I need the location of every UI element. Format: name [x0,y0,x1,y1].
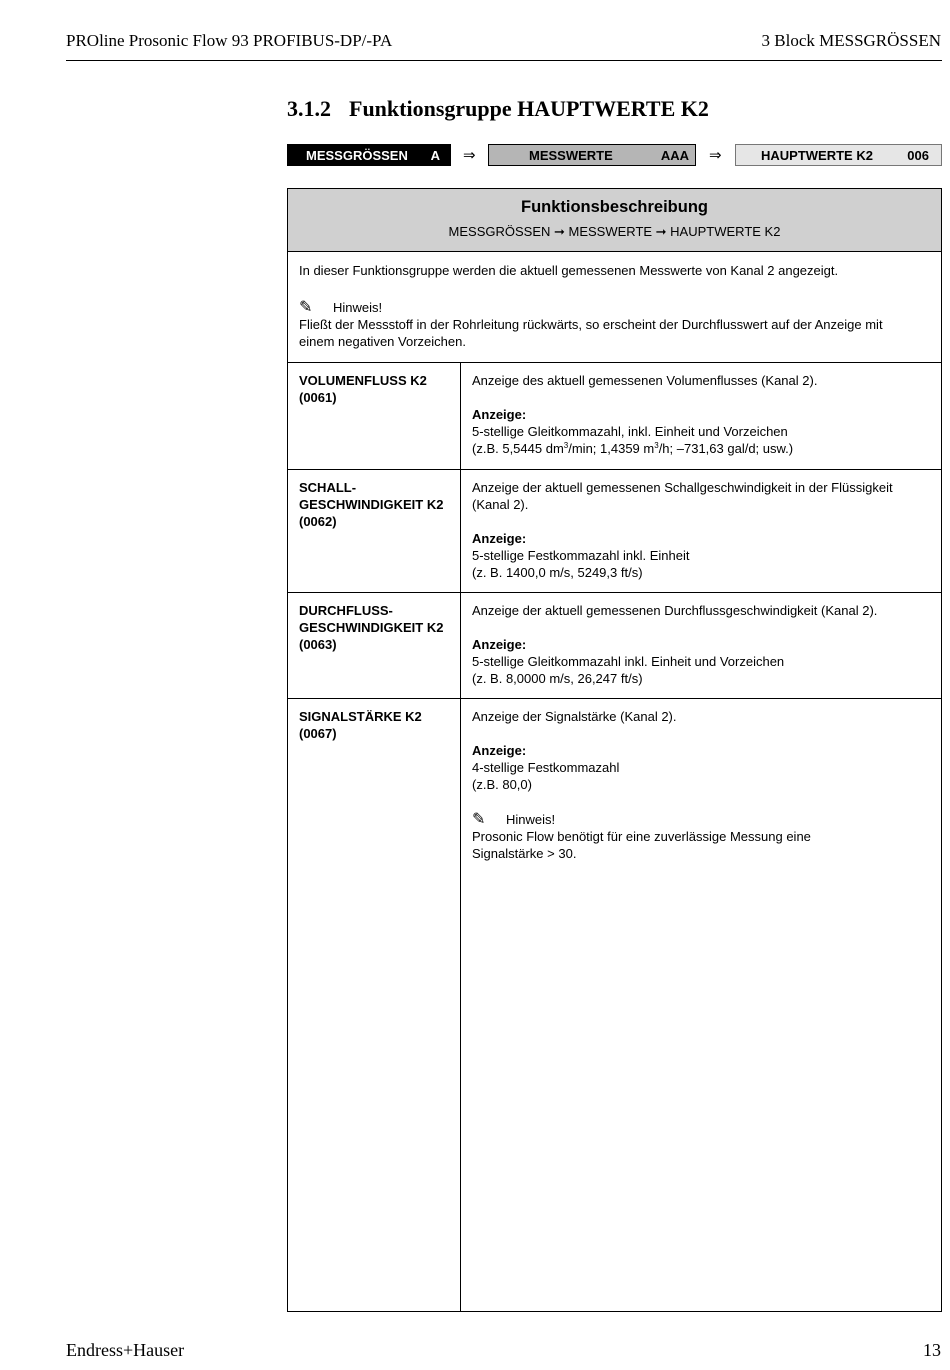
nav-block-box [287,144,451,166]
function-name: GESCHWINDIGKEIT K2 [299,497,444,512]
description-text: Anzeige der aktuell gemessenen Durchflussgeschwindigkeit (Kanal 2). [472,603,878,618]
function-label [299,479,455,530]
section-number: 3.1.2 [287,96,331,121]
header-chapter-title: 3 Block MESSGRÖSSEN [761,31,941,50]
header-rule [66,60,942,61]
table-row [288,363,941,470]
function-label [299,708,455,742]
nav-group-code: AAA [660,147,689,163]
description-text: Anzeige des aktuell gemessenen Volumenflusses (Kanal 2). [472,373,818,388]
display-label: Anzeige: [472,743,527,758]
function-description [472,479,927,581]
display-label: Anzeige: [472,637,527,652]
function-code: (0062) [299,514,337,529]
note-text: Fließt der Messstoff in der Rohrleitung rückwärts, so erscheint der Durchflusswert auf der Anzeige mit einem negativen Vorzeichen. [299,317,883,349]
nav-function-group-name: HAUPTWERTE K2 [761,147,873,163]
display-label: Anzeige: [472,407,527,422]
page-number: 13 [923,1340,941,1360]
display-value: 4-stellige Festkommazahl [472,760,620,775]
function-name: DURCHFLUSS- [299,603,393,618]
intro-text: In dieser Funktionsgruppe werden die aktuell gemessenen Messwerte von Kanal 2 angezeigt. [299,263,839,278]
display-example: (z.B. 80,0) [472,777,532,792]
function-label [299,602,455,653]
function-code: (0067) [299,726,337,741]
section-title-text: Funktionsgruppe HAUPTWERTE K2 [349,96,709,121]
function-description-table [287,188,942,1312]
description-text: Anzeige der aktuell gemessenen Schallgeschwindigkeit in der Flüssigkeit (Kanal 2). [472,480,893,512]
nav-block-code: A [430,147,440,163]
function-description [472,372,927,457]
note-label: Hinweis! [506,812,556,827]
note-text: Prosonic Flow benötigt für eine zuverlässige Messung eine Signalstärke > 30. [472,829,811,861]
function-description [472,708,927,862]
function-description [472,602,927,687]
nav-arrow-icon: ⇒ [709,146,722,164]
nav-function-group-code: 006 [907,147,929,163]
function-name: VOLUMENFLUSS K2 [299,373,427,388]
table-header [288,189,941,252]
table-intro [288,252,941,363]
display-value: 5-stellige Gleitkommazahl inkl. Einheit und Vorzeichen [472,654,785,669]
display-label: Anzeige: [472,531,527,546]
intro-note [299,298,921,350]
display-example: (z. B. 1400,0 m/s, 5249,3 ft/s) [472,565,643,580]
table-row [288,593,941,699]
display-value: 5-stellige Festkommazahl inkl. Einheit [472,548,690,563]
function-name: GESCHWINDIGKEIT K2 [299,620,444,635]
nav-arrow-icon: ⇒ [463,146,476,164]
function-name: SCHALL- [299,480,357,495]
table-row [288,470,941,593]
section-title [287,96,709,122]
header-document-title: PROline Prosonic Flow 93 PROFIBUS-DP/-PA [66,31,393,50]
nav-group-box [488,144,696,166]
function-code: (0063) [299,637,337,652]
table-path: MESSGRÖSSEN ➞ MESSWERTE ➞ HAUPTWERTE K2 [448,224,781,239]
description-text: Anzeige der Signalstärke (Kanal 2). [472,709,677,724]
pencil-icon: ✎ [472,809,486,828]
display-example: (z. B. 8,0000 m/s, 26,247 ft/s) [472,671,643,686]
display-example: (z.B. 5,5445 $dm^3/\min$; 1,4359 $m^3/h$; –731,63 gal/d; usw.) [472,441,794,456]
table-title: Funktionsbeschreibung [520,198,708,216]
function-code: (0061) [299,390,337,405]
display-value: 5-stellige Gleitkommazahl, inkl. Einheit und Vorzeichen [472,424,788,439]
function-name: SIGNALSTÄRKE K2 [299,709,422,724]
nav-function-group-box [735,144,942,166]
nav-block-name: MESSGRÖSSEN [306,147,408,163]
note-label: Hinweis! [333,300,383,315]
table-row [288,699,941,1311]
footer-brand: Endress+Hauser [66,1340,185,1360]
nav-group-name: MESSWERTE [529,147,613,163]
pencil-icon: ✎ [299,297,313,316]
function-label [299,372,455,406]
